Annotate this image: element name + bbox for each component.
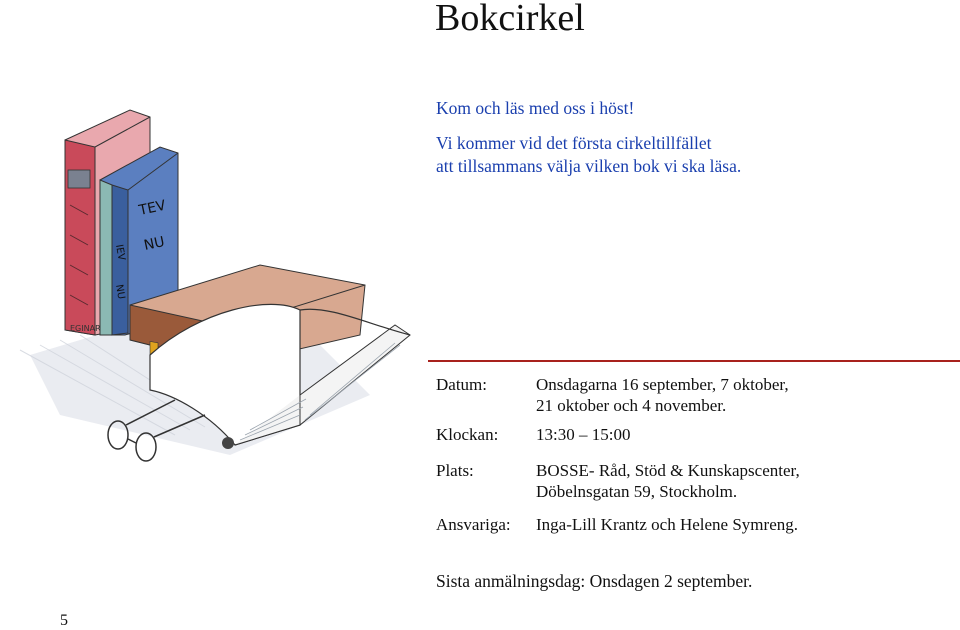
spine-text-1: IEV <box>113 243 127 262</box>
plats-value <box>536 460 800 502</box>
ansvariga-row <box>436 514 800 535</box>
datum-row <box>436 374 800 424</box>
cover-text-2: NU <box>142 233 167 254</box>
datum-value <box>536 374 800 416</box>
intro-line-1: Kom och läs med oss i höst! <box>436 98 635 118</box>
divider-rule <box>428 360 960 362</box>
page-number: 5 <box>60 612 68 629</box>
event-details <box>436 374 800 535</box>
spine-text-2: NU <box>113 283 127 301</box>
plats-label: Plats: <box>436 461 474 480</box>
registration-deadline: Sista anmälningsdag: Onsdagen 2 september. <box>436 571 753 591</box>
intro-line-2: Vi kommer vid det första cirkeltillfället <box>436 133 712 153</box>
artist-signature: EGINAR <box>70 324 101 333</box>
datum-label: Datum: <box>436 375 487 394</box>
plats-row <box>436 460 800 514</box>
books-illustration <box>0 95 425 485</box>
plats-line-2: Döbelnsgatan 59, Stockholm. <box>536 482 738 501</box>
datum-line-2: 21 oktober och 4 november. <box>536 396 727 415</box>
plats-line-1: BOSSE- Råd, Stöd & Kunskapscenter, <box>536 461 800 480</box>
datum-line-1: Onsdagarna 16 september, 7 oktober, <box>536 375 789 394</box>
klockan-row <box>436 424 800 460</box>
ansvariga-label: Ansvariga: <box>436 515 511 534</box>
klockan-value: 13:30 – 15:00 <box>536 425 631 444</box>
ansvariga-value: Inga-Lill Krantz och Helene Symreng. <box>536 515 798 534</box>
intro-line-3: att tillsammans välja vilken bok vi ska läsa. <box>436 156 742 176</box>
klockan-label: Klockan: <box>436 425 499 444</box>
page-title: Bokcirkel <box>435 0 585 39</box>
cover-text-1: TEV <box>137 197 168 219</box>
intro-text <box>436 97 741 178</box>
